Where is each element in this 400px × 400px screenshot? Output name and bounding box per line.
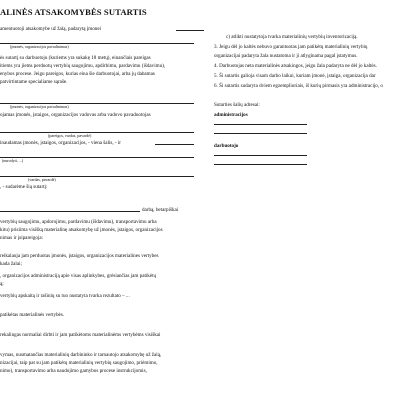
right-line: 4. Darbuotojas neta materialinės atsakingos, jeigu žala padaryta ne dėl jo kaltės.	[214, 63, 377, 69]
left-line: nimo), transportavimo arba naudojimo gamybos procese instrukcijomis,	[0, 368, 147, 374]
right-line: organizacijai padaryta žala nustatoma ir ji atlyginama pagal įstatymus.	[214, 53, 358, 59]
fill-line	[214, 155, 307, 156]
left-line: amentuotoji atsakomybe už žalą, padarytą įmonei	[0, 26, 101, 32]
employee-label: darbuotojo	[214, 143, 239, 149]
left-line: kitu) prisiima visišką materialinę atsakomybę už įmonės, įstaigos, organizacijos	[0, 227, 163, 233]
left-line: vertybių saugojimu, apdorojimu, pardavimu (išdavimu), transportavimu arba	[0, 219, 157, 225]
fill-line	[155, 144, 194, 145]
left-line: nimas ir įsipareigoja:	[0, 235, 44, 241]
fill-line	[176, 30, 204, 31]
right-line: c) atlikti nustatytoja tvarka materialinių vertybių inventorizaciją.	[226, 34, 358, 40]
left-line: darbą, betarpiškai	[142, 207, 179, 213]
left-line: reikalauja jam perduotas įmonės, įstaigos, organizacijos materialines vertybes	[0, 253, 159, 259]
left-line: rekalingas normaliai dirbti ir jam patikėtoms materialinėms vertybėms visiškai	[0, 332, 161, 338]
fill-line	[214, 133, 307, 134]
left-caption: (vardas, pavardė)	[28, 177, 56, 182]
fill-line	[214, 124, 307, 125]
left-line: ą;	[0, 281, 4, 287]
left-line: patvirtintame specialiame sąraše.	[0, 79, 68, 85]
left-line: kada žalai;	[0, 261, 22, 267]
left-caption: (nurodyti, ...)	[2, 158, 24, 163]
left-line: , - sudarėme šią sutartį:	[0, 184, 48, 190]
left-line: enybos procese. Jeigu pareigos, kurias eina šie darbuotojai, arba jų dabamas	[0, 71, 155, 77]
fill-line	[0, 132, 194, 133]
left-line: vymas, nusmatančias materialinių darbininko ir tarnautojo atsakomybę už žalą,	[0, 352, 162, 358]
left-caption: (pareigos, vardas, pavardė)	[48, 133, 92, 138]
left-line: , organizacijos administraciją apie visas aplinkybes, grėsiančias jam patikėtų	[0, 273, 157, 279]
right-line: 3. Jeigu dėl jo kaltės nebuvo garantuotas jam patikėtų materialinių vertybių	[214, 44, 368, 50]
left-line: inaudamas įmonės, įstaigos, organizacijos, - viena šalis, - ir	[0, 140, 121, 146]
left-line: nizacijai, taip pat su jam patikėtų materialinių vertybių saugojimo, priėmimo,	[0, 360, 158, 366]
fill-line	[214, 164, 307, 165]
left-line: ės sutartį su darbuotoju (kuriems yra sukakę 18 metų), einančiais pareigas	[0, 55, 151, 61]
right-line: 6. Ši sutartis sudaryta dviem egzemplioriais, iš kurių pirmasis yra administracijo, o	[214, 83, 383, 89]
left-caption: (įmonės, organizacijos pavadinimas)	[10, 104, 69, 109]
left-line: ojamas įmonės, įstaigos, organizacijos vadovas arba vadovo pavaduotojas	[0, 112, 151, 118]
fill-line	[0, 211, 140, 212]
left-caption: (įmonės, organizacijos pavadinimas)	[10, 44, 69, 49]
addresses-heading: Sutarties šalių adresai:	[214, 102, 260, 108]
left-line: itiems yra jiems perduotų vertybių saugojimu, apdirbimu, pardavimu (išdavimu),	[0, 63, 166, 69]
right-line: 5. Ši sutartis galioja visam darbo laikui, kuriam įmonė, įstaiga, organizacija dar	[214, 73, 376, 79]
left-line: vertybių apskaitą ir rašinių su tuo nustatyta tvarka rezultato – ...	[0, 293, 130, 299]
fill-line	[0, 157, 194, 158]
administration-label: administracijos	[214, 112, 248, 118]
left-line: patikėtas materialinės vertybės.	[0, 312, 65, 318]
document-title: ALINĖS ATSAKOMYBĖS SUTARTIS	[0, 7, 147, 17]
